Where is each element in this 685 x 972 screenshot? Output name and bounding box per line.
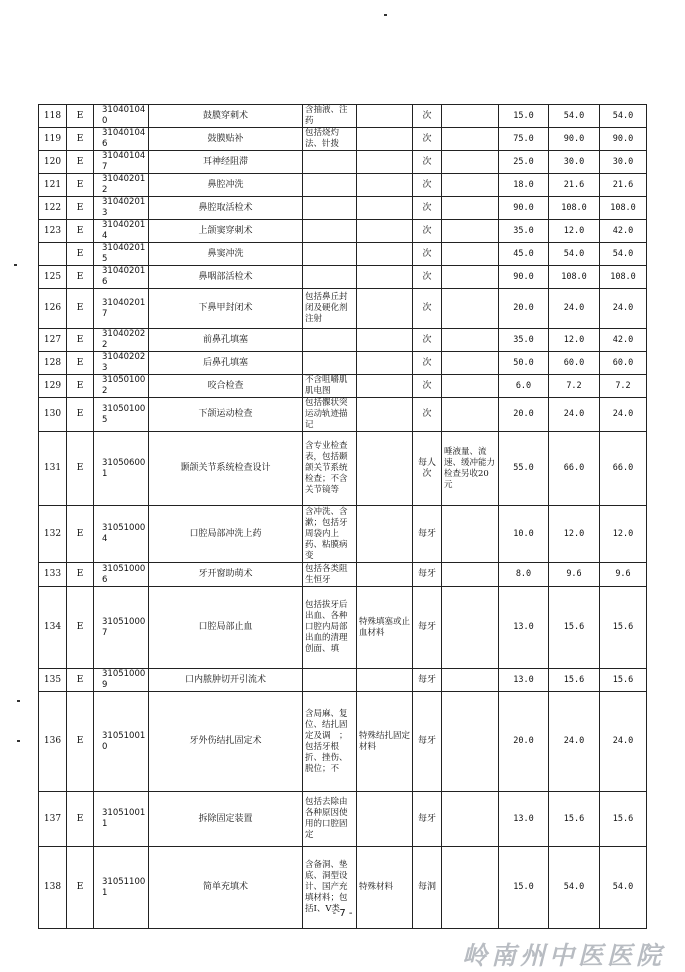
- row-exclusion: [357, 289, 413, 329]
- row-price-1: 50.0: [499, 352, 549, 375]
- row-content: 含专业检查表，包括颞颌关节系统检查；不含关节镜等: [303, 432, 357, 506]
- row-item-name: 牙开窗助萌术: [149, 563, 303, 587]
- row-price-2: 9.6: [549, 563, 600, 587]
- row-exclusion: [357, 197, 413, 220]
- row-content: [303, 174, 357, 197]
- row-content: 不含咀嚼肌肌电图: [303, 375, 357, 398]
- table-row: [39, 587, 647, 669]
- table-row: [39, 220, 647, 243]
- table-row: [39, 289, 647, 329]
- row-note: [442, 669, 499, 692]
- row-item-name: 鼓膜贴补: [149, 128, 303, 151]
- row-item-name: 耳神经阻滞: [149, 151, 303, 174]
- row-seq: 131: [39, 432, 67, 506]
- row-seq: 137: [39, 792, 67, 847]
- row-price-3: 24.0: [600, 398, 647, 432]
- row-price-3: 24.0: [600, 692, 647, 792]
- row-exclusion: [357, 432, 413, 506]
- row-exclusion: [357, 669, 413, 692]
- row-unit: 次: [413, 289, 442, 329]
- row-note: 唾液量、流速、缓冲能力检查另收20元: [442, 432, 499, 506]
- row-price-2: 15.6: [549, 792, 600, 847]
- row-unit: 每洞: [413, 847, 442, 929]
- row-note: [442, 105, 499, 128]
- row-price-3: 66.0: [600, 432, 647, 506]
- row-price-3: 15.6: [600, 792, 647, 847]
- row-price-1: 35.0: [499, 220, 549, 243]
- price-table: [38, 104, 647, 929]
- row-content: 含冲洗、含漱；包括牙周袋内上药、粘膜病变: [303, 506, 357, 563]
- row-note: [442, 197, 499, 220]
- row-code: 310501002: [94, 375, 149, 398]
- row-unit: 次: [413, 128, 442, 151]
- row-exclusion: 特殊填塞或止血材料: [357, 587, 413, 669]
- row-price-1: 15.0: [499, 105, 549, 128]
- row-code: 310401047: [94, 151, 149, 174]
- table-row: [39, 329, 647, 352]
- row-content: [303, 352, 357, 375]
- row-price-1: 13.0: [499, 587, 549, 669]
- row-unit: 每牙: [413, 587, 442, 669]
- row-unit: 次: [413, 197, 442, 220]
- row-price-2: 24.0: [549, 289, 600, 329]
- row-price-3: 24.0: [600, 289, 647, 329]
- row-unit: 次: [413, 266, 442, 289]
- row-seq: 133: [39, 563, 67, 587]
- row-seq: 135: [39, 669, 67, 692]
- row-exclusion: [357, 398, 413, 432]
- row-code: 310402017: [94, 289, 149, 329]
- row-class: E: [67, 128, 94, 151]
- row-item-name: 口内脓肿切开引流术: [149, 669, 303, 692]
- row-unit: 每牙: [413, 792, 442, 847]
- row-price-3: 60.0: [600, 352, 647, 375]
- row-price-2: 54.0: [549, 105, 600, 128]
- row-price-3: 108.0: [600, 197, 647, 220]
- row-class: E: [67, 563, 94, 587]
- table-row: [39, 398, 647, 432]
- row-price-3: 7.2: [600, 375, 647, 398]
- row-note: [442, 506, 499, 563]
- row-note: [442, 563, 499, 587]
- row-item-name: 上颌窦穿刺术: [149, 220, 303, 243]
- row-code: 310511001: [94, 847, 149, 929]
- row-price-2: 90.0: [549, 128, 600, 151]
- table-row: [39, 432, 647, 506]
- row-code: 310510010: [94, 692, 149, 792]
- row-price-1: 10.0: [499, 506, 549, 563]
- row-price-1: 20.0: [499, 692, 549, 792]
- row-price-2: 30.0: [549, 151, 600, 174]
- row-price-1: 35.0: [499, 329, 549, 352]
- row-note: [442, 174, 499, 197]
- row-item-name: 口腔局部止血: [149, 587, 303, 669]
- row-class: E: [67, 506, 94, 563]
- row-price-1: 15.0: [499, 847, 549, 929]
- row-item-name: 鼻腔取活检术: [149, 197, 303, 220]
- row-unit: 每人次: [413, 432, 442, 506]
- table-row: [39, 151, 647, 174]
- row-item-name: 前鼻孔填塞: [149, 329, 303, 352]
- row-price-1: 13.0: [499, 669, 549, 692]
- row-price-3: 54.0: [600, 847, 647, 929]
- row-price-2: 12.0: [549, 220, 600, 243]
- row-note: [442, 692, 499, 792]
- row-code: 310401040: [94, 105, 149, 128]
- row-content: 包括去除由各种原因使用的口腔固定: [303, 792, 357, 847]
- table-row: [39, 506, 647, 563]
- row-content: 含抽液、注药: [303, 105, 357, 128]
- row-note: [442, 792, 499, 847]
- table-row: [39, 243, 647, 266]
- row-class: E: [67, 197, 94, 220]
- row-code: 310510004: [94, 506, 149, 563]
- row-seq: 136: [39, 692, 67, 792]
- row-code: 310402016: [94, 266, 149, 289]
- row-class: E: [67, 329, 94, 352]
- row-content: [303, 151, 357, 174]
- row-code: 310510009: [94, 669, 149, 692]
- row-unit: 次: [413, 352, 442, 375]
- row-unit: 次: [413, 174, 442, 197]
- row-exclusion: [357, 563, 413, 587]
- row-content: 包括各类阻生恒牙: [303, 563, 357, 587]
- row-price-2: 15.6: [549, 669, 600, 692]
- row-class: E: [67, 398, 94, 432]
- row-seq: 127: [39, 329, 67, 352]
- row-unit: 次: [413, 375, 442, 398]
- row-price-1: 18.0: [499, 174, 549, 197]
- row-exclusion: [357, 792, 413, 847]
- row-price-3: 108.0: [600, 266, 647, 289]
- row-code: 310510007: [94, 587, 149, 669]
- row-price-1: 75.0: [499, 128, 549, 151]
- row-item-name: 咬合检查: [149, 375, 303, 398]
- row-class: E: [67, 243, 94, 266]
- row-price-3: 12.0: [600, 506, 647, 563]
- row-code: 310402023: [94, 352, 149, 375]
- row-exclusion: [357, 375, 413, 398]
- row-class: E: [67, 105, 94, 128]
- row-exclusion: 特殊结扎固定材料: [357, 692, 413, 792]
- row-code: 310402013: [94, 197, 149, 220]
- row-content: 含备洞、垫底、洞型设计、国产充填材料；包括I、V类: [303, 847, 357, 929]
- row-note: [442, 352, 499, 375]
- row-price-1: 8.0: [499, 563, 549, 587]
- row-unit: 每牙: [413, 506, 442, 563]
- row-price-1: 13.0: [499, 792, 549, 847]
- row-seq: 130: [39, 398, 67, 432]
- row-note: [442, 375, 499, 398]
- row-seq: 132: [39, 506, 67, 563]
- row-content: [303, 243, 357, 266]
- row-item-name: 简单充填术: [149, 847, 303, 929]
- row-code: 310402014: [94, 220, 149, 243]
- margin-mark: [14, 264, 17, 266]
- row-note: [442, 266, 499, 289]
- row-price-2: 108.0: [549, 266, 600, 289]
- row-class: E: [67, 587, 94, 669]
- table-row: [39, 352, 647, 375]
- row-class: E: [67, 151, 94, 174]
- row-price-3: 15.6: [600, 669, 647, 692]
- row-class: E: [67, 847, 94, 929]
- row-seq: [39, 243, 67, 266]
- row-item-name: 颞颌关节系统检查设计: [149, 432, 303, 506]
- row-exclusion: [357, 174, 413, 197]
- table-row: [39, 105, 647, 128]
- row-class: E: [67, 792, 94, 847]
- table-row: [39, 692, 647, 792]
- row-exclusion: [357, 329, 413, 352]
- row-class: E: [67, 432, 94, 506]
- row-seq: 138: [39, 847, 67, 929]
- row-seq: 129: [39, 375, 67, 398]
- row-price-1: 25.0: [499, 151, 549, 174]
- row-content: 含局麻、复位、结扎固定及调 ；包括牙根折、挫伤、脱位；不: [303, 692, 357, 792]
- row-code: 310402015: [94, 243, 149, 266]
- row-price-2: 24.0: [549, 398, 600, 432]
- table-row: [39, 563, 647, 587]
- row-seq: 123: [39, 220, 67, 243]
- row-code: 310402012: [94, 174, 149, 197]
- row-note: [442, 587, 499, 669]
- row-price-1: 90.0: [499, 197, 549, 220]
- row-unit: 次: [413, 329, 442, 352]
- row-price-2: 54.0: [549, 847, 600, 929]
- row-price-1: 20.0: [499, 398, 549, 432]
- row-note: [442, 243, 499, 266]
- row-unit: 每牙: [413, 692, 442, 792]
- row-note: [442, 398, 499, 432]
- row-price-3: 54.0: [600, 105, 647, 128]
- table-row: [39, 375, 647, 398]
- table-row: [39, 792, 647, 847]
- table-row: [39, 174, 647, 197]
- row-exclusion: [357, 266, 413, 289]
- row-price-2: 7.2: [549, 375, 600, 398]
- margin-mark: [17, 700, 20, 702]
- row-price-2: 54.0: [549, 243, 600, 266]
- row-unit: 次: [413, 220, 442, 243]
- table-row: [39, 128, 647, 151]
- row-content: 包括鼻丘封闭及硬化剂注射: [303, 289, 357, 329]
- table-row: [39, 669, 647, 692]
- row-seq: 134: [39, 587, 67, 669]
- row-class: E: [67, 266, 94, 289]
- row-class: E: [67, 692, 94, 792]
- row-note: [442, 220, 499, 243]
- row-item-name: 下鼻甲封闭术: [149, 289, 303, 329]
- row-seq: 121: [39, 174, 67, 197]
- row-content: [303, 266, 357, 289]
- row-seq: 120: [39, 151, 67, 174]
- row-exclusion: [357, 352, 413, 375]
- row-class: E: [67, 289, 94, 329]
- row-code: 310510011: [94, 792, 149, 847]
- row-code: 310401046: [94, 128, 149, 151]
- row-price-3: 15.6: [600, 587, 647, 669]
- margin-mark: [17, 740, 20, 742]
- row-note: [442, 151, 499, 174]
- row-note: [442, 128, 499, 151]
- row-unit: 次: [413, 151, 442, 174]
- row-item-name: 口腔局部冲洗上药: [149, 506, 303, 563]
- row-content: [303, 669, 357, 692]
- row-content: 包括髁状突运动轨迹描记: [303, 398, 357, 432]
- row-unit: 每牙: [413, 669, 442, 692]
- row-exclusion: [357, 243, 413, 266]
- row-seq: 126: [39, 289, 67, 329]
- table-row: [39, 197, 647, 220]
- row-exclusion: [357, 506, 413, 563]
- row-seq: 125: [39, 266, 67, 289]
- watermark-logo: 岭南州中医医院: [462, 941, 666, 970]
- row-price-1: 55.0: [499, 432, 549, 506]
- row-class: E: [67, 669, 94, 692]
- row-price-3: 90.0: [600, 128, 647, 151]
- row-code: 310506001: [94, 432, 149, 506]
- row-price-2: 15.6: [549, 587, 600, 669]
- row-class: E: [67, 352, 94, 375]
- row-exclusion: 特殊材料: [357, 847, 413, 929]
- row-exclusion: [357, 128, 413, 151]
- row-price-3: 42.0: [600, 329, 647, 352]
- row-seq: 122: [39, 197, 67, 220]
- row-unit: 次: [413, 105, 442, 128]
- row-note: [442, 329, 499, 352]
- row-seq: 128: [39, 352, 67, 375]
- row-content: [303, 329, 357, 352]
- row-content: 包括烧灼法、针拨: [303, 128, 357, 151]
- row-price-1: 45.0: [499, 243, 549, 266]
- table-row: [39, 266, 647, 289]
- row-item-name: 鼻窦冲洗: [149, 243, 303, 266]
- row-price-1: 6.0: [499, 375, 549, 398]
- row-exclusion: [357, 220, 413, 243]
- row-price-2: 21.6: [549, 174, 600, 197]
- row-exclusion: [357, 151, 413, 174]
- row-seq: 119: [39, 128, 67, 151]
- row-item-name: 鼓膜穿刺术: [149, 105, 303, 128]
- row-unit: 次: [413, 243, 442, 266]
- row-item-name: 后鼻孔填塞: [149, 352, 303, 375]
- page-number: - 7 -: [332, 908, 353, 919]
- row-price-1: 90.0: [499, 266, 549, 289]
- row-price-2: 108.0: [549, 197, 600, 220]
- row-seq: 118: [39, 105, 67, 128]
- row-code: 310501005: [94, 398, 149, 432]
- row-item-name: 拆除固定装置: [149, 792, 303, 847]
- row-content: 包括拔牙后出血、各种口腔内局部出血的清理创面、填: [303, 587, 357, 669]
- row-unit: 每牙: [413, 563, 442, 587]
- row-price-3: 54.0: [600, 243, 647, 266]
- row-price-3: 9.6: [600, 563, 647, 587]
- row-code: 310510006: [94, 563, 149, 587]
- row-price-2: 60.0: [549, 352, 600, 375]
- row-price-2: 66.0: [549, 432, 600, 506]
- row-class: E: [67, 220, 94, 243]
- row-content: [303, 197, 357, 220]
- row-item-name: 牙外伤结扎固定术: [149, 692, 303, 792]
- row-code: 310402022: [94, 329, 149, 352]
- row-note: [442, 289, 499, 329]
- row-item-name: 下颌运动检查: [149, 398, 303, 432]
- row-price-1: 20.0: [499, 289, 549, 329]
- row-price-3: 30.0: [600, 151, 647, 174]
- row-unit: 次: [413, 398, 442, 432]
- row-item-name: 鼻腔冲洗: [149, 174, 303, 197]
- row-class: E: [67, 174, 94, 197]
- row-price-2: 12.0: [549, 506, 600, 563]
- row-content: [303, 220, 357, 243]
- margin-mark: [384, 14, 387, 16]
- row-item-name: 鼻咽部活检术: [149, 266, 303, 289]
- row-price-2: 12.0: [549, 329, 600, 352]
- row-price-2: 24.0: [549, 692, 600, 792]
- row-price-3: 21.6: [600, 174, 647, 197]
- row-price-3: 42.0: [600, 220, 647, 243]
- row-exclusion: [357, 105, 413, 128]
- row-class: E: [67, 375, 94, 398]
